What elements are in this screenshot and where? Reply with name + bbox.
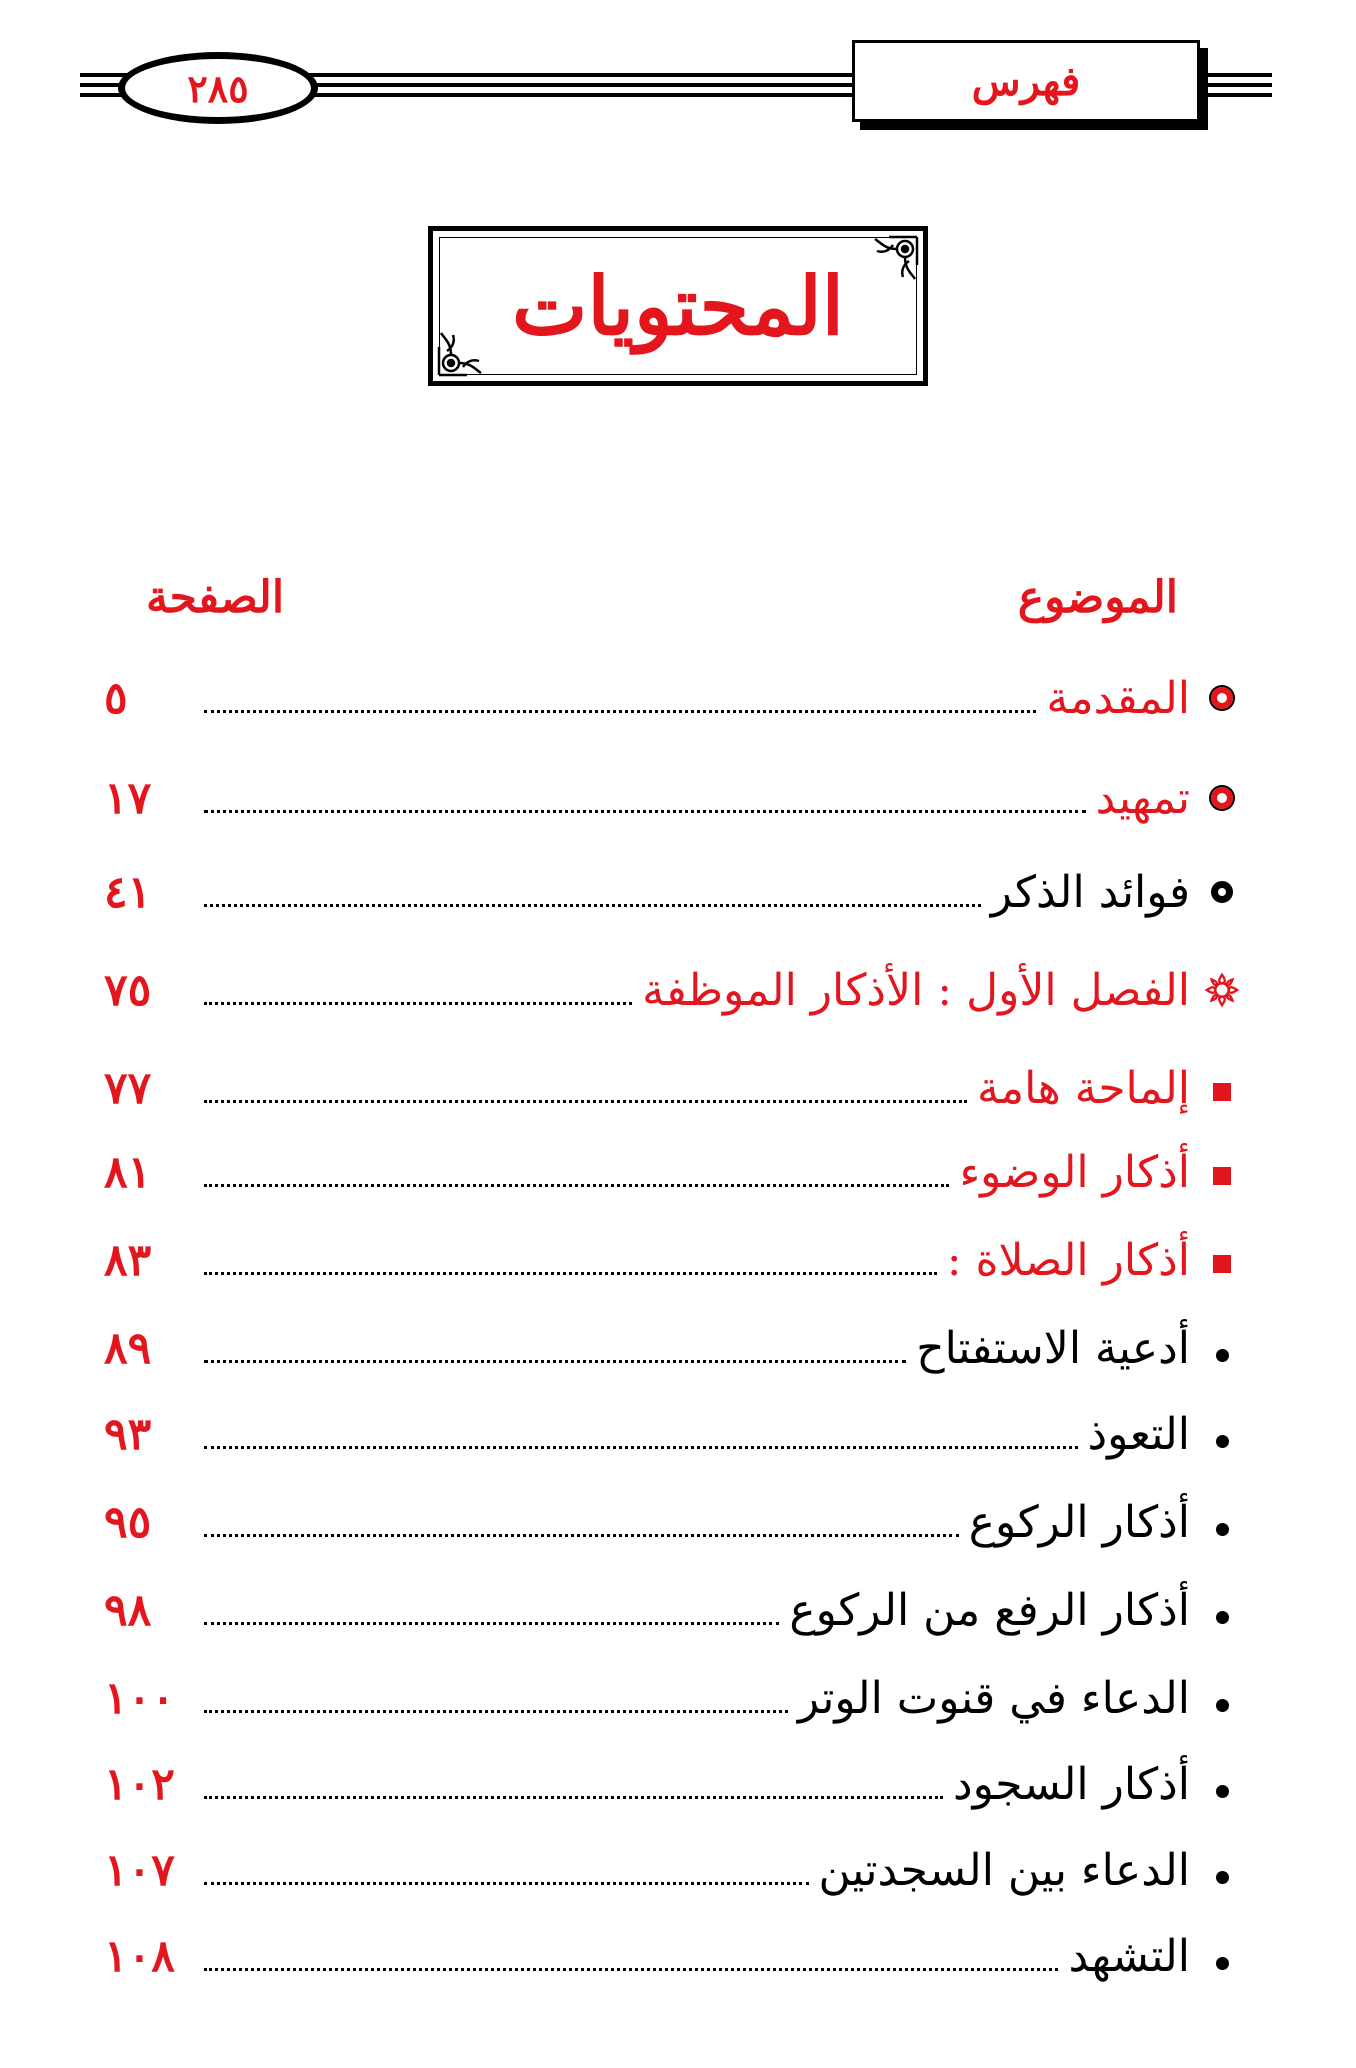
toc-entry[interactable] xyxy=(104,1752,1244,1816)
toc-entry[interactable] xyxy=(104,1666,1244,1730)
toc-entry-page: ١٠٨ xyxy=(104,1930,175,1982)
toc-entry-title: التعوذ xyxy=(1087,1408,1190,1460)
running-header-title: فهرس xyxy=(852,40,1200,122)
page-number: ٢٨٥ xyxy=(118,52,318,124)
dot-leader xyxy=(204,810,1086,813)
toc-entry-page: ٨١ xyxy=(104,1146,152,1198)
toc-entry-title: أذكار الركوع xyxy=(968,1496,1190,1548)
square-red-icon xyxy=(1200,1150,1244,1194)
toc-entry-page: ١٧ xyxy=(104,772,152,824)
corner-ornament-icon xyxy=(855,235,919,299)
toc-entry[interactable] xyxy=(104,666,1244,730)
toc-entry-title: الدعاء في قنوت الوتر xyxy=(797,1672,1190,1724)
bullet-icon xyxy=(1200,1848,1244,1892)
column-heading-page: الصفحة xyxy=(146,572,285,623)
square-red-icon xyxy=(1200,1066,1244,1110)
dot-leader xyxy=(204,1184,949,1187)
toc-entry-page: ٨٣ xyxy=(104,1234,152,1286)
ring-black-icon xyxy=(1200,870,1244,914)
toc-entry-page: ٧٧ xyxy=(104,1062,152,1114)
toc-entry-title: تمهيد xyxy=(1095,772,1190,824)
toc-entry-page: ٩٥ xyxy=(104,1496,152,1548)
toc-entry[interactable] xyxy=(104,1140,1244,1204)
page-title: المحتويات xyxy=(512,259,844,353)
toc-entry-title: أذكار الوضوء xyxy=(959,1146,1190,1198)
toc-entry[interactable] xyxy=(104,1490,1244,1554)
toc-entry[interactable] xyxy=(104,1316,1244,1380)
corner-ornament-icon xyxy=(437,313,501,377)
toc-entry-title: المقدمة xyxy=(1046,672,1190,724)
toc-entry-title: أدعية الاستفتاح xyxy=(916,1322,1190,1374)
bullet-icon xyxy=(1200,1934,1244,1978)
toc-entry-title: أذكار الرفع من الركوع xyxy=(789,1584,1190,1636)
dot-leader xyxy=(204,1446,1078,1449)
dot-leader xyxy=(204,1796,943,1799)
dot-leader xyxy=(204,710,1036,713)
bullet-icon xyxy=(1200,1762,1244,1806)
dot-leader xyxy=(204,1360,906,1363)
toc-entry-page: ١٠٠ xyxy=(104,1672,175,1724)
bullet-icon xyxy=(1200,1500,1244,1544)
toc-entry-title: الدعاء بين السجدتين xyxy=(818,1844,1190,1896)
toc-entry-title: أذكار الصلاة : xyxy=(946,1234,1190,1286)
toc-entry[interactable] xyxy=(104,958,1244,1022)
dot-leader xyxy=(204,1272,937,1275)
dot-leader xyxy=(204,1882,809,1885)
dot-leader xyxy=(204,1622,779,1625)
toc-entry[interactable] xyxy=(104,1924,1244,1988)
toc-entry[interactable] xyxy=(104,1056,1244,1120)
dot-leader xyxy=(204,904,981,907)
column-heading-topic: الموضوع xyxy=(1017,572,1178,623)
toc-entry[interactable] xyxy=(104,1578,1244,1642)
flower-outline-icon xyxy=(1200,968,1244,1012)
toc-entry-title: إلماحة هامة xyxy=(976,1062,1190,1114)
toc-entry-title: الفصل الأول : الأذكار الموظفة xyxy=(642,964,1190,1016)
toc-entry-page: ٩٣ xyxy=(104,1408,152,1460)
ring-red-icon xyxy=(1200,676,1244,720)
toc-entry[interactable] xyxy=(104,860,1244,924)
dot-leader xyxy=(204,1710,788,1713)
bullet-icon xyxy=(1200,1412,1244,1456)
dot-leader xyxy=(204,1534,959,1537)
toc-entry-title: فوائد الذكر xyxy=(990,866,1190,918)
toc-entry-page: ٥ xyxy=(104,672,128,724)
toc-entry-page: ٨٩ xyxy=(104,1322,152,1374)
dot-leader xyxy=(204,1100,967,1103)
toc-entry-page: ٧٥ xyxy=(104,964,152,1016)
toc-entry[interactable] xyxy=(104,766,1244,830)
square-red-icon xyxy=(1200,1238,1244,1282)
toc-entry-title: التشهد xyxy=(1068,1930,1190,1982)
toc-entry[interactable] xyxy=(104,1228,1244,1292)
toc-entry-page: ١٠٧ xyxy=(104,1844,175,1896)
bullet-icon xyxy=(1200,1676,1244,1720)
toc-entry[interactable] xyxy=(104,1402,1244,1466)
bullet-icon xyxy=(1200,1588,1244,1632)
toc-entry-page: ٩٨ xyxy=(104,1584,152,1636)
bullet-icon xyxy=(1200,1326,1244,1370)
ring-red-icon xyxy=(1200,776,1244,820)
dot-leader xyxy=(204,1002,632,1005)
toc-entry-title: أذكار السجود xyxy=(952,1758,1190,1810)
dot-leader xyxy=(204,1968,1058,1971)
toc-entry[interactable] xyxy=(104,1838,1244,1902)
toc-entry-page: ١٠٢ xyxy=(104,1758,175,1810)
toc-entry-page: ٤١ xyxy=(104,866,152,918)
title-frame xyxy=(428,226,928,386)
